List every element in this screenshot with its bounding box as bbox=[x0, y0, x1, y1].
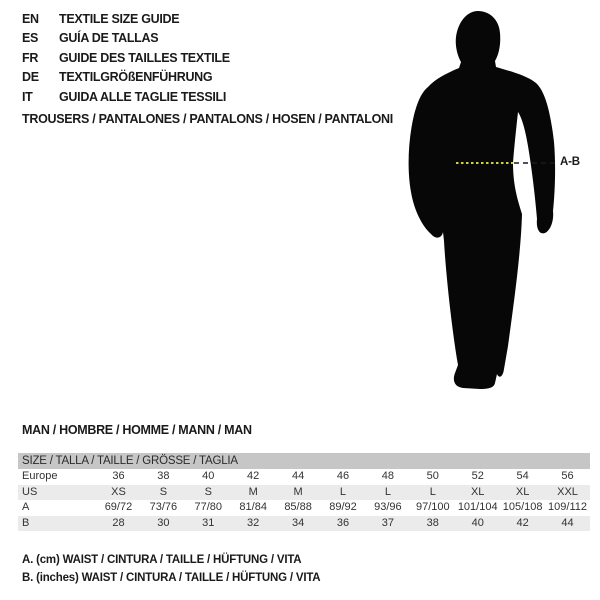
size-cell: 31 bbox=[202, 516, 215, 529]
language-label: GUÍA DE TALLAS bbox=[59, 31, 159, 46]
language-row bbox=[22, 29, 230, 48]
size-cell: 85/88 bbox=[284, 501, 312, 513]
size-cell: S bbox=[204, 485, 212, 498]
size-cell: 52 bbox=[471, 470, 484, 482]
size-row-label: A bbox=[22, 501, 30, 513]
man-section-heading: MAN / HOMBRE / HOMME / MANN / MAN bbox=[22, 423, 252, 437]
size-table bbox=[18, 453, 590, 531]
size-cell: 37 bbox=[381, 516, 395, 529]
size-cell: M bbox=[248, 485, 258, 498]
note-waist-cm: A. (cm) WAIST / CINTURA / TAILLE / HÜFTUNG / VITA bbox=[22, 554, 302, 566]
size-cell: L bbox=[339, 485, 347, 498]
size-cell: XL bbox=[515, 485, 530, 498]
size-cell: 105/108 bbox=[502, 501, 543, 513]
measure-label-a-b: A-B bbox=[560, 156, 580, 168]
language-label: TEXTILE SIZE GUIDE bbox=[59, 12, 180, 26]
size-table-body bbox=[18, 469, 590, 531]
size-table-header: SIZE / TALLA / TAILLE / GRÖSSE / TAGLIA bbox=[18, 453, 590, 469]
size-row-label: US bbox=[22, 485, 38, 498]
size-table-row bbox=[18, 500, 590, 516]
size-cell: 34 bbox=[291, 516, 305, 529]
size-table-row bbox=[18, 516, 590, 532]
size-cell: 89/92 bbox=[329, 501, 357, 513]
size-cell: 40 bbox=[202, 470, 215, 482]
size-cell: 40 bbox=[471, 516, 484, 529]
size-cell: 93/96 bbox=[374, 501, 402, 513]
size-cell: 77/80 bbox=[194, 501, 223, 513]
size-table-row bbox=[18, 469, 590, 485]
garment-heading: TROUSERS / PANTALONES / PANTALONS / HOSEN / PANTALONI bbox=[22, 112, 393, 126]
size-cell: 44 bbox=[291, 470, 305, 482]
size-cell: 42 bbox=[516, 516, 529, 529]
measurement-notes bbox=[22, 551, 320, 587]
language-row bbox=[22, 10, 230, 29]
size-cell: 46 bbox=[336, 470, 350, 482]
size-cell: 38 bbox=[426, 516, 439, 529]
size-row-label: Europe bbox=[22, 470, 58, 482]
size-cell: L bbox=[384, 485, 391, 498]
size-cell: 42 bbox=[247, 470, 260, 482]
language-row bbox=[22, 49, 230, 68]
size-cell: 56 bbox=[561, 470, 574, 482]
size-cell: XL bbox=[470, 485, 485, 498]
man-silhouette-icon bbox=[400, 0, 600, 420]
size-row-label: B bbox=[22, 516, 30, 529]
language-code: EN bbox=[22, 12, 39, 26]
size-cell: 81/84 bbox=[239, 501, 267, 513]
size-cell: L bbox=[429, 485, 436, 498]
language-code: DE bbox=[22, 70, 39, 85]
size-cell: 36 bbox=[336, 516, 350, 529]
size-cell: 73/76 bbox=[149, 501, 178, 513]
size-cell: M bbox=[293, 485, 303, 498]
size-cell: 97/100 bbox=[415, 501, 450, 513]
size-cell: 69/72 bbox=[104, 501, 133, 513]
size-cell: 50 bbox=[426, 470, 439, 482]
size-cell: 36 bbox=[112, 470, 125, 482]
size-cell: 44 bbox=[561, 516, 574, 529]
size-cell: XS bbox=[111, 485, 126, 498]
size-table-row bbox=[18, 485, 590, 501]
language-label: TEXTILGRÖßENFÜHRUNG bbox=[59, 70, 213, 85]
language-code: ES bbox=[22, 31, 39, 46]
language-label: GUIDA ALLE TAGLIE TESSILI bbox=[59, 89, 227, 104]
language-row bbox=[22, 68, 230, 87]
size-cell: 30 bbox=[157, 516, 170, 529]
size-cell: 48 bbox=[381, 470, 395, 482]
size-cell: 28 bbox=[112, 516, 125, 529]
size-cell: 101/104 bbox=[457, 501, 498, 513]
size-cell: 32 bbox=[247, 516, 260, 529]
size-cell: S bbox=[159, 485, 168, 498]
size-cell: XXL bbox=[557, 485, 578, 498]
size-cell: 109/112 bbox=[548, 501, 587, 513]
language-label: GUIDE DES TAILLES TEXTILE bbox=[59, 50, 230, 65]
language-list bbox=[22, 10, 230, 107]
note-waist-inches: B. (inches) WAIST / CINTURA / TAILLE / HÜFTUNG / VITA bbox=[22, 572, 321, 584]
language-code: FR bbox=[22, 50, 39, 65]
language-code: IT bbox=[22, 89, 33, 104]
size-cell: 54 bbox=[516, 470, 529, 482]
size-cell: 38 bbox=[157, 470, 170, 482]
language-row bbox=[22, 88, 230, 107]
man-silhouette-figure bbox=[400, 0, 600, 420]
